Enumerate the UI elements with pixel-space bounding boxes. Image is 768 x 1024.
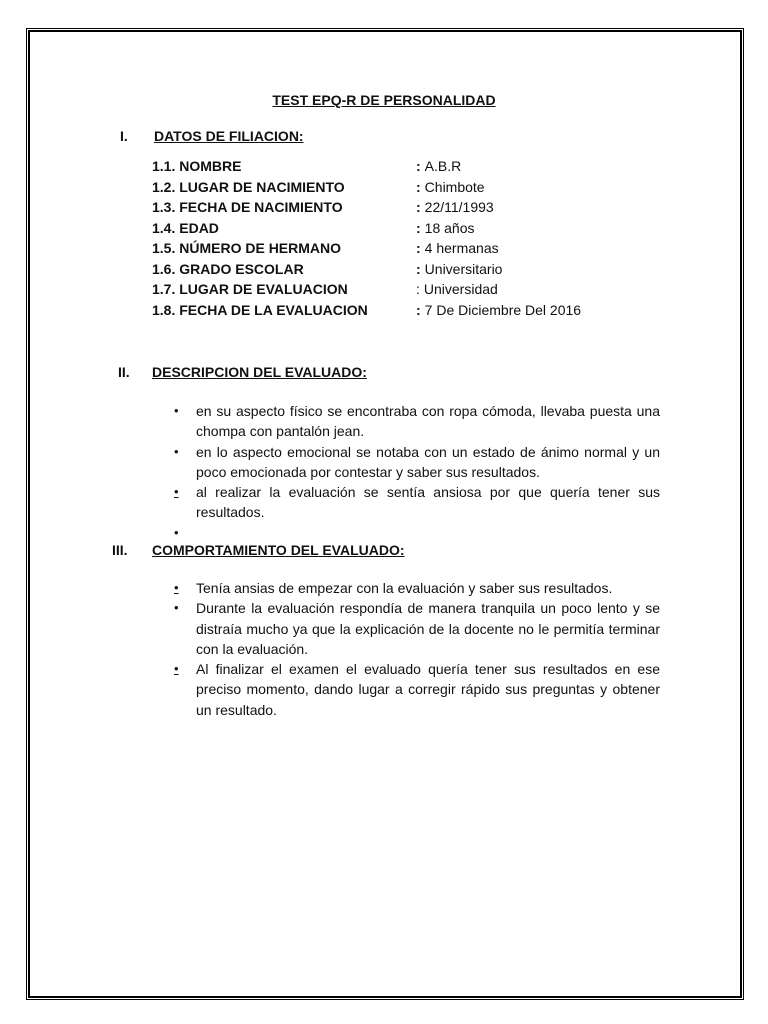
field-value: 18 años	[424, 219, 475, 236]
list-item	[172, 482, 660, 523]
field-colon: :	[416, 281, 420, 297]
behavior-list	[172, 578, 660, 720]
section-title: COMPORTAMIENTO DEL EVALUADO:	[152, 542, 405, 558]
bullet-icon: •	[174, 580, 179, 595]
description-list	[172, 401, 660, 543]
field-value: 22/11/1993	[424, 199, 494, 215]
field-colon: :	[416, 199, 421, 215]
list-item	[172, 523, 660, 543]
filiation-fields	[152, 158, 581, 322]
bullet-icon: •	[174, 484, 179, 500]
list-item	[172, 442, 660, 483]
field-colon: :	[416, 260, 421, 277]
document-title: TEST EPQ-R DE PERSONALIDAD	[272, 92, 496, 108]
section-title: DATOS DE FILIACION:	[154, 128, 304, 144]
field-value: A.B.R	[424, 158, 462, 174]
field-label: 1.5. NÚMERO DE HERMANO	[152, 240, 342, 256]
field-colon: :	[416, 219, 421, 236]
field-row-grado-escolar	[152, 261, 581, 282]
field-row-lugar-evaluacion	[152, 281, 581, 302]
field-label: 1.8. FECHA DE LA EVALUACION	[152, 301, 368, 318]
field-row-fecha-evaluacion	[152, 302, 581, 323]
field-colon: :	[416, 301, 421, 318]
field-value: 4 hermanas	[424, 240, 499, 256]
section-number: II.	[118, 364, 130, 380]
field-label: 1.6. GRADO ESCOLAR	[152, 260, 304, 277]
list-item-text: Al finalizar el examen el evaluado quería tener sus resultados en ese preciso momento, dando lugar a corregir rápido sus preguntas y obtener un resultado.	[196, 661, 660, 718]
list-item-text: Tenía ansias de empezar con la evaluación y saber sus resultados.	[196, 580, 613, 596]
field-value: Universitario	[424, 260, 503, 277]
field-label: 1.1. NOMBRE	[152, 158, 242, 174]
list-item-text: Durante la evaluación respondía de manera tranquila un poco lento y se distraía mucho ya que la explicación de la docente no le permitía terminar con la evaluación.	[196, 600, 660, 657]
list-item	[172, 659, 660, 720]
list-item-text	[196, 525, 200, 541]
bullet-icon: •	[174, 443, 179, 459]
field-value: Universidad	[423, 281, 498, 297]
field-colon: :	[416, 240, 421, 256]
section-heading-filiacion	[120, 128, 304, 144]
section-title: DESCRIPCION DEL EVALUADO:	[152, 364, 367, 380]
bullet-icon: •	[174, 403, 179, 418]
field-row-fecha-nacimiento	[152, 199, 581, 220]
list-item-text: en lo aspecto emocional se notaba con un estado de ánimo normal y un poco emocionada por contestar y saber sus resultados.	[196, 443, 660, 480]
section-number: III.	[112, 542, 128, 558]
field-row-edad	[152, 220, 581, 241]
bullet-icon: •	[174, 600, 179, 616]
bullet-icon: •	[174, 524, 179, 540]
section-number: I.	[120, 128, 128, 144]
field-label: 1.7. LUGAR DE EVALUACION	[152, 281, 348, 297]
field-value: 7 De Diciembre Del 2016	[424, 301, 582, 318]
list-item	[172, 401, 660, 442]
field-row-hermanos	[152, 240, 581, 261]
section-heading-descripcion	[118, 364, 367, 380]
field-label: 1.2. LUGAR DE NACIMIENTO	[152, 178, 345, 195]
field-label: 1.4. EDAD	[152, 219, 219, 236]
field-colon: :	[416, 178, 421, 195]
field-value: Chimbote	[424, 178, 485, 195]
bullet-icon: •	[174, 661, 179, 677]
list-item-text: en su aspecto físico se encontraba con ropa cómoda, llevaba puesta una chompa con pantalón jean.	[196, 403, 660, 440]
field-row-nombre	[152, 158, 581, 179]
section-heading-comportamiento	[112, 542, 405, 558]
field-label: 1.3. FECHA DE NACIMIENTO	[152, 199, 343, 215]
field-row-lugar-nacimiento	[152, 179, 581, 200]
list-item	[172, 578, 660, 598]
list-item-text: al realizar la evaluación se sentía ansiosa por que quería tener sus resultados.	[196, 484, 660, 521]
list-item	[172, 598, 660, 659]
field-colon: :	[416, 158, 421, 174]
